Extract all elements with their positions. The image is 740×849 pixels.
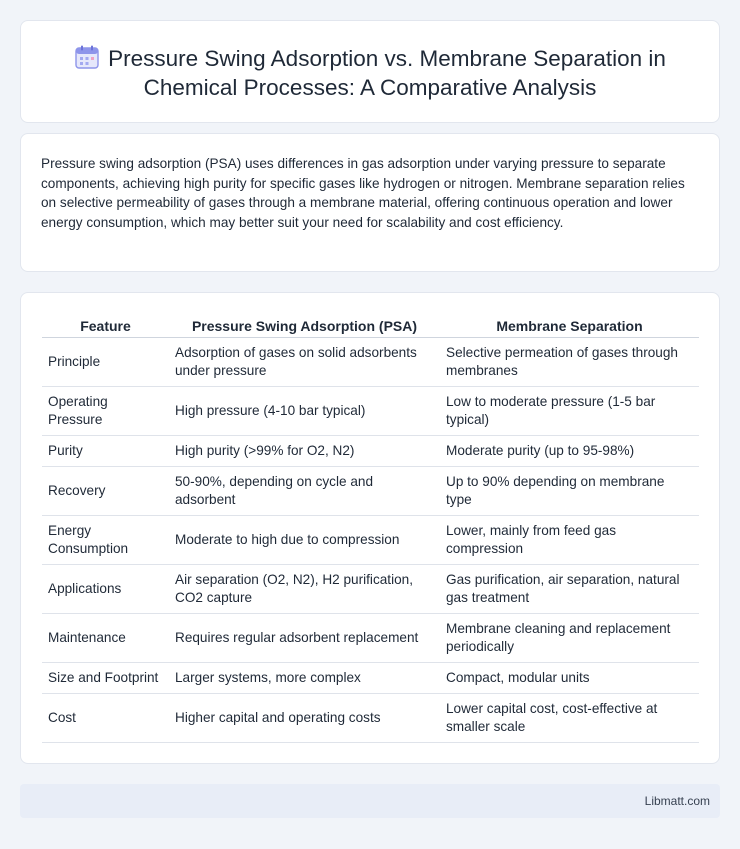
table-cell-feature: Principle	[42, 337, 169, 386]
table-row	[42, 515, 699, 564]
table-cell-membrane: Gas purification, air separation, natural gas treatment	[440, 564, 699, 613]
table-cell-psa: Adsorption of gases on solid adsorbents under pressure	[169, 337, 440, 386]
title-card	[20, 20, 720, 123]
table-row	[42, 337, 699, 386]
table-cell-psa: Air separation (O2, N2), H2 purification, CO2 capture	[169, 564, 440, 613]
table-row	[42, 564, 699, 613]
table-cell-feature: Size and Footprint	[42, 662, 169, 693]
table-cell-feature: Operating Pressure	[42, 386, 169, 435]
table-row	[42, 613, 699, 662]
table-cell-membrane: Lower capital cost, cost-effective at smaller scale	[440, 693, 699, 742]
comparison-table	[42, 314, 699, 743]
table-cell-psa: High purity (>99% for O2, N2)	[169, 435, 440, 466]
table-row	[42, 386, 699, 435]
table-row	[42, 435, 699, 466]
table-cell-psa: Larger systems, more complex	[169, 662, 440, 693]
footer-brand-link[interactable]: Libmatt.com	[644, 794, 710, 808]
table-header-row	[42, 314, 699, 337]
page-title	[21, 44, 719, 102]
table-cell-psa: Higher capital and operating costs	[169, 693, 440, 742]
table-cell-membrane: Low to moderate pressure (1-5 bar typical)	[440, 386, 699, 435]
intro-card	[20, 133, 720, 272]
table-cell-psa: Moderate to high due to compression	[169, 515, 440, 564]
table-cell-psa: High pressure (4-10 bar typical)	[169, 386, 440, 435]
table-cell-membrane: Compact, modular units	[440, 662, 699, 693]
table-cell-feature: Energy Consumption	[42, 515, 169, 564]
comparison-card	[20, 292, 720, 764]
table-cell-membrane: Up to 90% depending on membrane type	[440, 466, 699, 515]
calendar-icon	[74, 44, 100, 70]
column-header-membrane: Membrane Separation	[440, 314, 699, 337]
table-cell-feature: Recovery	[42, 466, 169, 515]
footer-bar	[20, 784, 720, 818]
page-title-text: Pressure Swing Adsorption vs. Membrane Separation in Chemical Processes: A Comparative Analysis	[108, 46, 666, 100]
table-cell-psa: 50-90%, depending on cycle and adsorbent	[169, 466, 440, 515]
table-cell-membrane: Membrane cleaning and replacement periodically	[440, 613, 699, 662]
table-cell-psa: Requires regular adsorbent replacement	[169, 613, 440, 662]
table-cell-feature: Purity	[42, 435, 169, 466]
table-row	[42, 693, 699, 742]
table-cell-feature: Applications	[42, 564, 169, 613]
table-cell-feature: Cost	[42, 693, 169, 742]
table-cell-membrane: Lower, mainly from feed gas compression	[440, 515, 699, 564]
table-cell-feature: Maintenance	[42, 613, 169, 662]
intro-paragraph: Pressure swing adsorption (PSA) uses differences in gas adsorption under varying pressure to separate components, achieving high purity for specific gases like hydrogen or nitrogen. Membrane separation relies on selective permeability of gases through a membrane material, offering continuous operation and lower energy consumption, which may better suit your need for scalability and cost efficiency.	[41, 156, 685, 231]
table-cell-membrane: Selective permeation of gases through membranes	[440, 337, 699, 386]
table-row	[42, 662, 699, 693]
table-cell-membrane: Moderate purity (up to 95-98%)	[440, 435, 699, 466]
column-header-psa: Pressure Swing Adsorption (PSA)	[169, 314, 440, 337]
table-row	[42, 466, 699, 515]
column-header-feature: Feature	[42, 314, 169, 337]
